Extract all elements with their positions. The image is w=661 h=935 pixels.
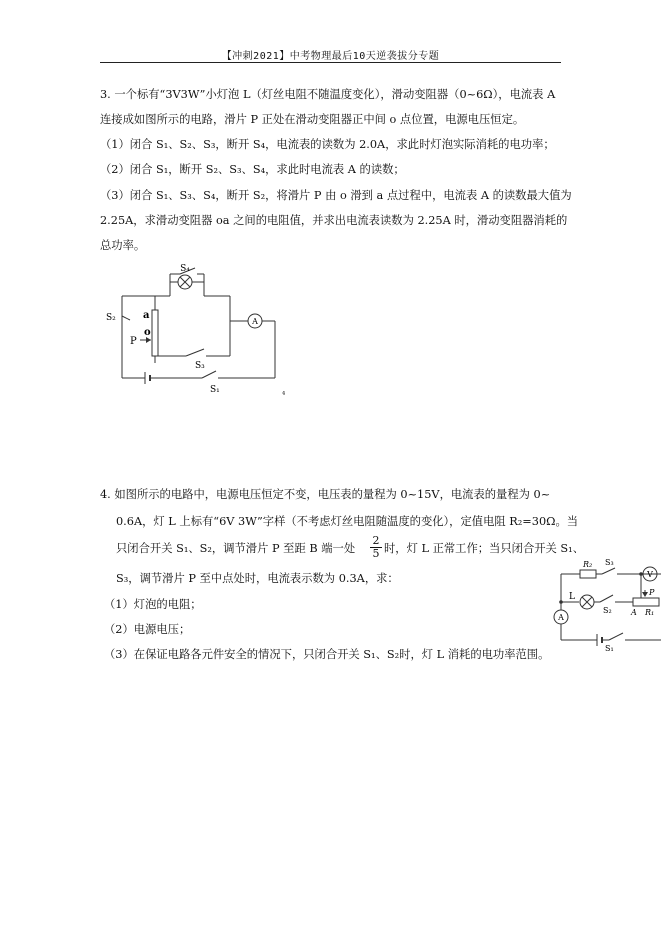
q4-label-r2: R₂	[583, 560, 593, 569]
q4-label-l: L	[569, 592, 575, 602]
q4-label-s1: S₁	[605, 644, 614, 652]
q3-line-5: （3）闭合 S₁、S₃、S₄，断开 S₂，将滑片 P 由 o 滑到 a 点过程中，电流表 A 的读数最大值为	[100, 189, 572, 202]
q3-label-s3: S₃	[195, 361, 205, 371]
q4-label-a-point: A	[631, 608, 637, 617]
fraction-denominator: 5	[372, 547, 380, 560]
q3-line-7: 总功率。	[100, 239, 146, 252]
q4-line-5: （1）灯泡的电阻；	[104, 598, 202, 611]
junction-dot	[639, 572, 643, 576]
q3-label-s2: S₂	[106, 313, 116, 323]
q4-label-p: P	[649, 588, 655, 597]
q4-line-4: S₃，调节滑片 P 至中点处时，电流表示数为 0.3A，求：	[116, 572, 399, 585]
q3-line-2: 连接成如图所示的电路，滑片 P 正处在滑动变阻器正中间 o 点位置，电源电压恒定。	[100, 113, 525, 126]
header-divider	[100, 62, 561, 63]
q4-label-s2: S₂	[603, 606, 612, 615]
fraction	[370, 535, 382, 560]
q3-line-1: 3. 一个标有“3V3W”小灯泡 L（灯丝电阻不随温度变化），滑动变阻器（0~6Ω），电流表 A	[100, 88, 556, 101]
q4-line-6: （2）电源电压；	[104, 623, 191, 636]
q3-label-s1: S₁	[210, 385, 220, 395]
q4-line-7: （3）在保证电路各元件安全的情况下，只闭合开关 S₁、S₂时，灯 L 消耗的电功率范围。	[104, 648, 550, 661]
q3-line-3: （1）闭合 S₁、S₂、S₃，断开 S₄，电流表的读数为 2.0A，求此时灯泡实际消耗的电功率；	[100, 138, 555, 151]
slider-arrow-icon	[642, 592, 648, 597]
q4-ammeter-label: A	[558, 613, 564, 622]
q4-line-2: 0.6A，灯 L 上标有“6V 3W”字样（不考虑灯丝电阻随温度的变化），定值电阻 R₂=30Ω。当	[116, 515, 579, 528]
q4-label-s3: S₃	[605, 558, 614, 567]
q4-line-1: 4. 如图所示的电路中，电源电压恒定不变，电压表的量程为 0~15V，电流表的量程为 0~	[100, 488, 551, 501]
q3-line-6: 2.25A，求滑动变阻器 oa 之间的电阻值，并求出电流表读数为 2.25A 时，滑动变阻器消耗的	[100, 214, 568, 227]
q3-label-p: P	[130, 336, 137, 347]
q3-ammeter-label: A	[252, 317, 258, 326]
fraction-numerator: 2	[370, 535, 382, 548]
q4-line-3a: 只闭合开关 S₁、S₂，调节滑片 P 至距 B 端一处	[116, 542, 356, 555]
q3-circuit-diagram	[100, 258, 300, 398]
q3-line-4: （2）闭合 S₁，断开 S₂、S₃、S₄，求此时电流表 A 的读数；	[100, 163, 405, 176]
q3-label-o: o	[144, 327, 151, 338]
q4-voltmeter-label: V	[647, 570, 653, 579]
page-header: 【冲刺2021】中考物理最后10天逆袭拔分专题	[221, 51, 440, 62]
q4-circuit-diagram	[545, 552, 661, 652]
junction-dot	[559, 600, 563, 604]
q4-line-3b: 时，灯 L 正常工作；当只闭合开关 S₁、	[384, 542, 584, 555]
q3-label-a: a	[143, 310, 150, 321]
q4-label-r1: R₁	[645, 608, 655, 617]
q3-stray-mark: ⁴	[282, 390, 286, 398]
q3-label-s4: S₄	[180, 264, 190, 274]
